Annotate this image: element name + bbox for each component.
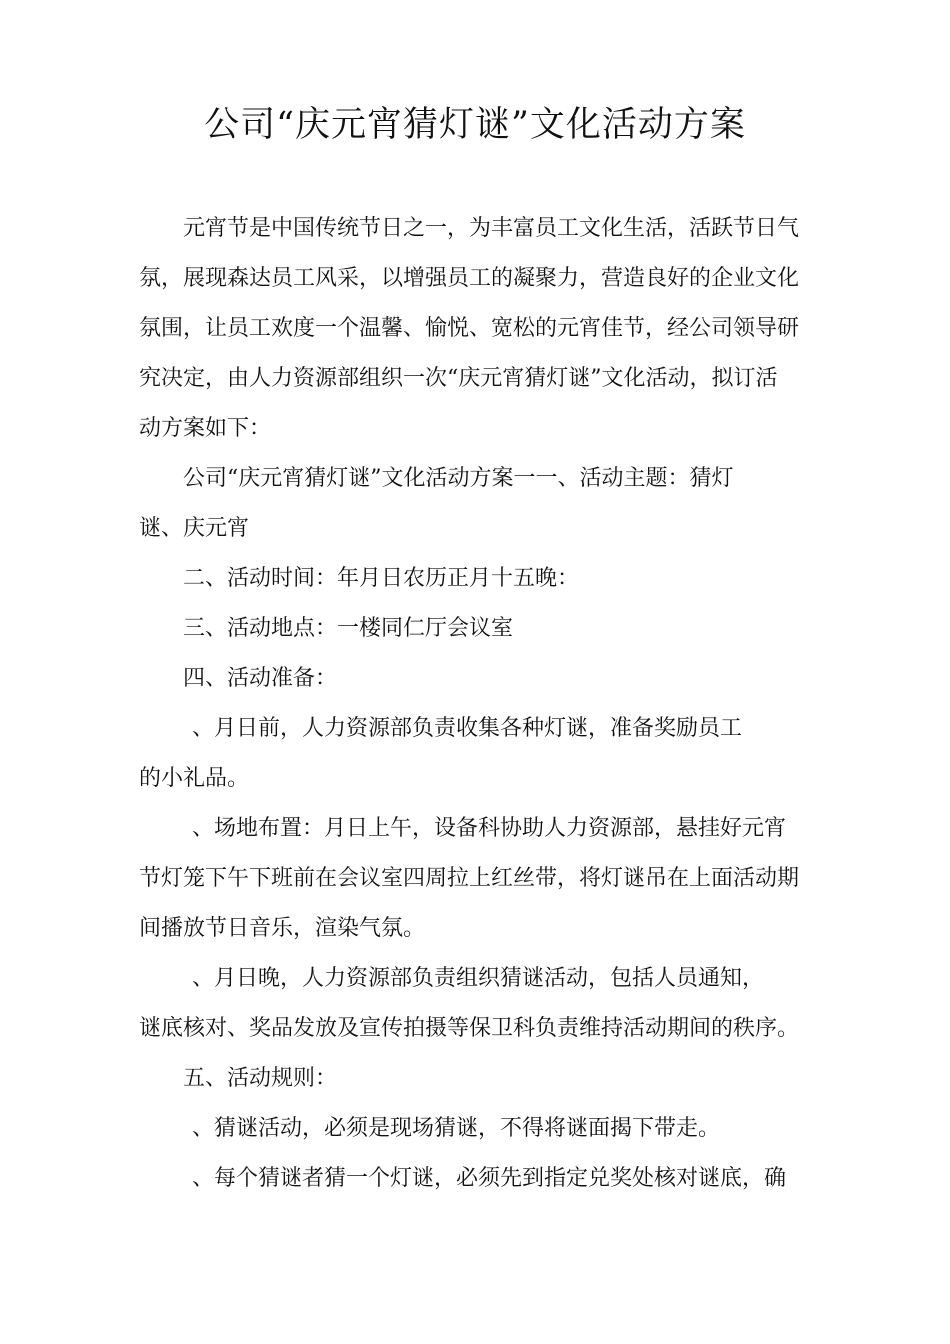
paragraph-line: 元宵节是中国传统节日之一，为丰富员工文化生活，活跃节日气 [183,216,800,241]
section-heading: 三、活动地点：一楼同仁厅会议室 [183,616,514,641]
list-item-line: 、每个猜谜者猜一个灯谜，必须先到指定兑奖处核对谜底，确 [192,1166,787,1191]
paragraph-line: 动方案如下： [139,416,272,441]
paragraph-line: 公司“庆元宵猜灯谜”文化活动方案一一、活动主题：猜灯 [183,466,734,491]
document-title: 公司“庆元宵猜灯谜”文化活动方案 [204,105,746,145]
paragraph-line: 究决定，由人力资源部组织一次“庆元宵猜灯谜”文化活动，拟订活 [139,366,778,391]
list-item-line: 、场地布置：月日上午，设备科协助人力资源部，悬挂好元宵 [192,816,787,841]
list-item-line: 间播放节日音乐，渲染气氛。 [139,916,426,941]
list-item-line: 节灯笼下午下班前在会议室四周拉上红丝带，将灯谜吊在上面活动期 [139,866,800,891]
section-heading: 四、活动准备： [183,666,338,691]
section-heading: 二、活动时间：年月日农历正月十五晚： [183,566,580,591]
list-item-line: 、猜谜活动，必须是现场猜谜，不得将谜面揭下带走。 [192,1116,721,1141]
paragraph-line: 氛围，让员工欢度一个温馨、愉悦、宽松的元宵佳节，经公司领导研 [139,316,800,341]
list-item-line: 、月日前，人力资源部负责收集各种灯谜，准备奖励员工 [192,716,743,741]
paragraph-line: 谜、庆元宵 [139,516,250,541]
list-item-line: 的小礼品。 [139,766,250,791]
section-heading: 五、活动规则： [183,1066,338,1091]
list-item-line: 、月日晚，人力资源部负责组织猜谜活动，包括人员通知， [192,966,765,991]
paragraph-line: 氛，展现森达员工风采，以增强员工的凝聚力，营造良好的企业文化 [139,266,800,291]
list-item-line: 谜底核对、奖品发放及宣传拍摄等保卫科负责维持活动期间的秩序。 [139,1016,800,1041]
